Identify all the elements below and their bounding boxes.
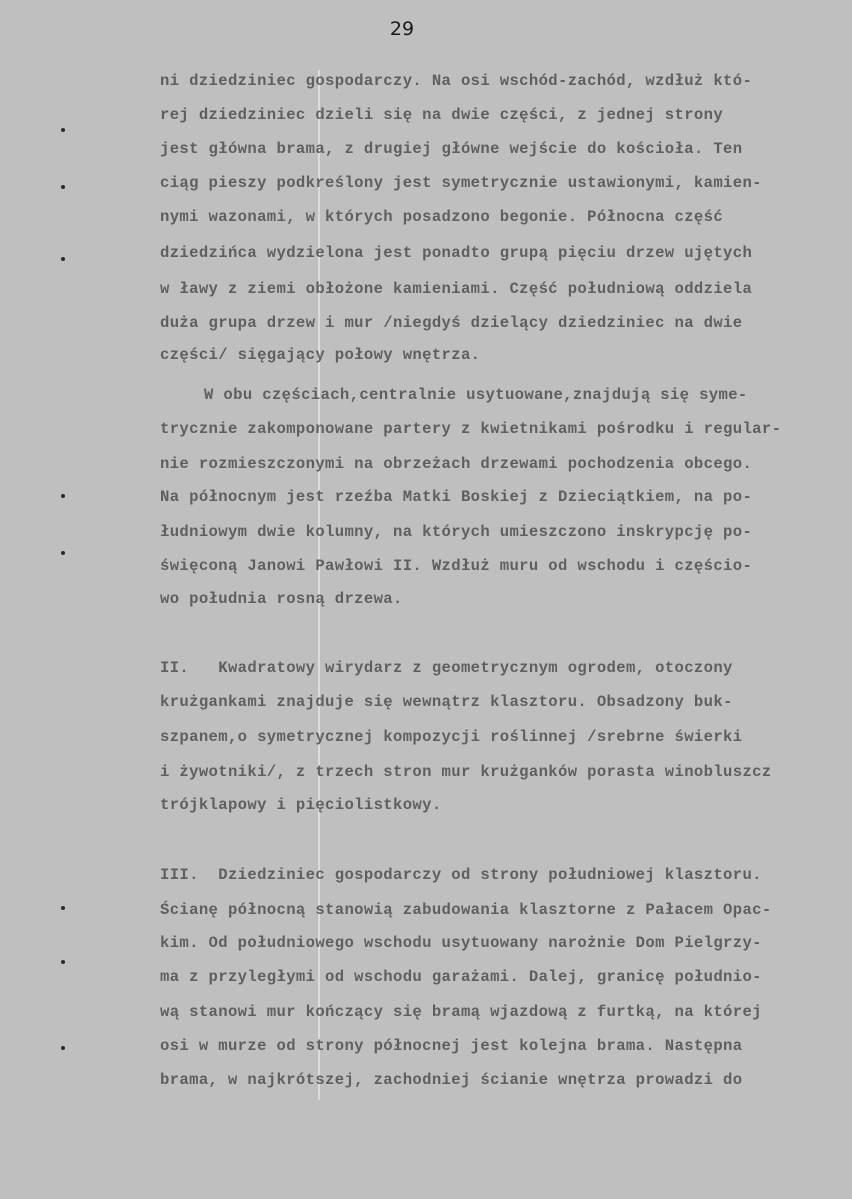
text-line: W obu częściach,centralnie usytuowane,znajdują się syme- (204, 386, 748, 404)
text-line: nymi wazonami, w których posadzono begonie. Północna część (160, 208, 724, 226)
text-line: łudniowym dwie kolumny, na których umieszczono inskrypcję po- (160, 523, 753, 541)
text-line: trycznie zakomponowane partery z kwietnikami pośrodku i regular- (160, 420, 782, 438)
text-line: nie rozmieszczonymi na obrzeżach drzewami pochodzenia obcego. (160, 455, 753, 473)
text-line: ni dziedziniec gospodarczy. Na osi wschód-zachód, wzdłuż któ- (160, 72, 753, 90)
text-line: części/ sięgający połowy wnętrza. (160, 346, 481, 364)
text-line: Ścianę północną stanowią zabudowania klasztorne z Pałacem Opac- (160, 901, 772, 919)
text-line: w ławy z ziemi obłożone kamieniami. Część południową oddziela (160, 280, 753, 298)
text-line: II. Kwadratowy wirydarz z geometrycznym ogrodem, otoczony (160, 659, 733, 677)
text-line: Na północnym jest rzeźba Matki Boskiej z Dzieciątkiem, na po- (160, 488, 753, 506)
text-line: osi w murze od strony północnej jest kolejna brama. Następna (160, 1037, 743, 1055)
text-line: rej dziedziniec dzieli się na dwie części, z jednej strony (160, 106, 724, 124)
text-line: III. Dziedziniec gospodarczy od strony południowej klasztoru. (160, 866, 762, 884)
text-line: krużgankami znajduje się wewnątrz klasztoru. Obsadzony buk- (160, 693, 733, 711)
punch-hole (61, 551, 65, 555)
punch-hole (61, 185, 65, 189)
text-line: brama, w najkrótszej, zachodniej ścianie wnętrza prowadzi do (160, 1071, 743, 1089)
punch-hole (61, 906, 65, 910)
punch-hole (61, 494, 65, 498)
punch-hole (61, 128, 65, 132)
text-line: ma z przyległymi od wschodu garażami. Dalej, granicę południo- (160, 968, 762, 986)
punch-hole (61, 257, 65, 261)
text-line: kim. Od południowego wschodu usytuowany narożnie Dom Pielgrzy- (160, 934, 762, 952)
page-number: 29 (389, 18, 415, 40)
text-line: duża grupa drzew i mur /niegdyś dzielący dziedziniec na dwie (160, 314, 743, 332)
text-line: szpanem,o symetrycznej kompozycji roślinnej /srebrne świerki (160, 728, 743, 746)
text-line: jest główna brama, z drugiej główne wejście do kościoła. Ten (160, 140, 743, 158)
text-line: wo południa rosną drzewa. (160, 590, 403, 608)
text-line: święconą Janowi Pawłowi II. Wzdłuż muru od wschodu i częścio- (160, 557, 753, 575)
text-line: trójklapowy i pięciolistkowy. (160, 796, 442, 814)
text-line: ciąg pieszy podkreślony jest symetrycznie ustawionymi, kamien- (160, 174, 762, 192)
text-line: wą stanowi mur kończący się bramą wjazdową z furtką, na której (160, 1003, 762, 1021)
punch-hole (61, 1046, 65, 1050)
punch-hole (61, 960, 65, 964)
text-line: i żywotniki/, z trzech stron mur krużganków porasta winobluszcz (160, 763, 772, 781)
text-line: dziedzińca wydzielona jest ponadto grupą pięciu drzew ujętych (160, 244, 753, 262)
